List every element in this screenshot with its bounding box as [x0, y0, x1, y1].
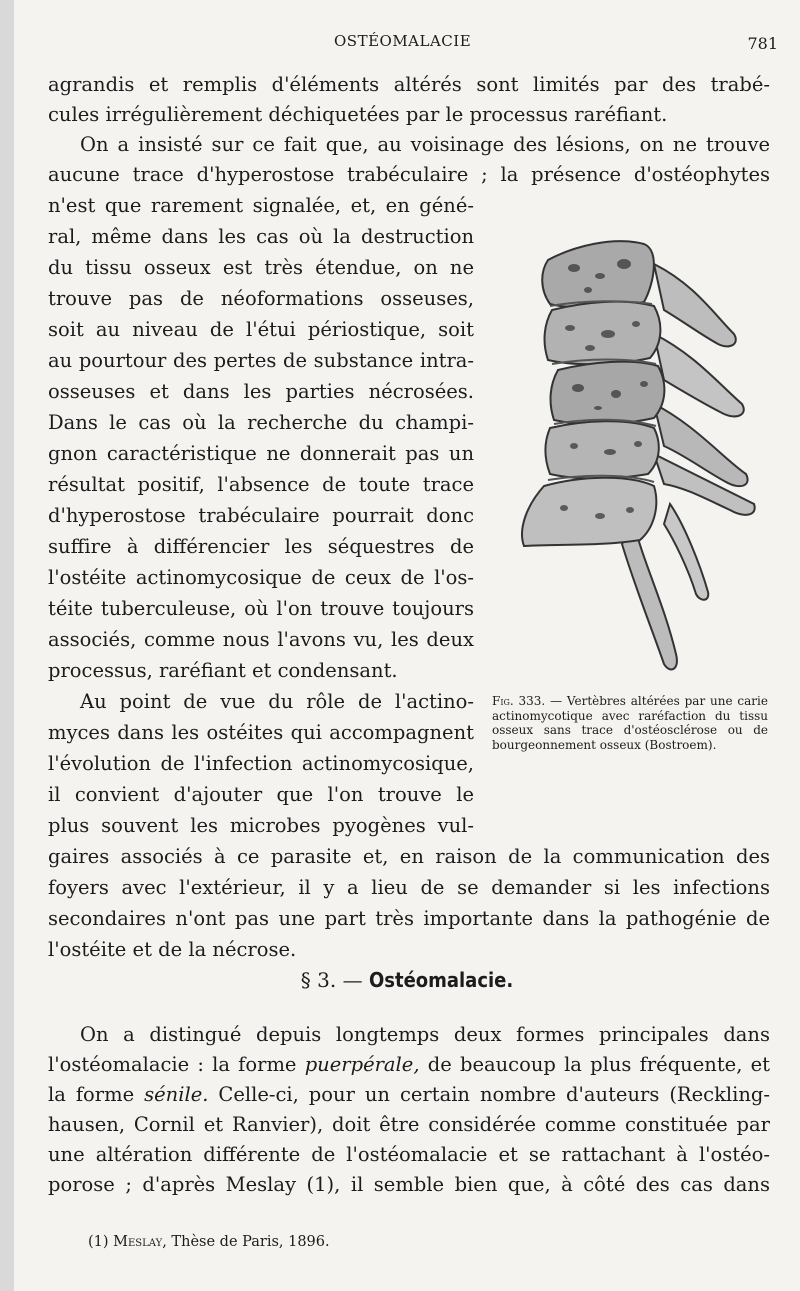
section-heading: [14, 968, 800, 992]
text-line: ral, même dans les cas où la destruction: [48, 225, 474, 248]
text-span: Celle-ci, pour un certain nombre d'auteurs (Reckling-: [208, 1083, 770, 1106]
italic-term: puerpérale,: [304, 1053, 420, 1076]
footnote-mark: (1): [88, 1234, 114, 1250]
figure-label: Fig. 333.: [492, 694, 546, 708]
text-line: trouve pas de néoformations osseuses,: [48, 287, 474, 310]
text-line: d'hyperostose trabéculaire pourrait donc: [48, 504, 474, 527]
text-line: il convient d'ajouter que l'on trouve le: [48, 783, 474, 806]
text-line: agrandis et remplis d'éléments altérés sont limités par des trabé-: [48, 73, 770, 96]
text-line: hausen, Cornil et Ranvier), doit être considérée comme constituée par: [48, 1113, 770, 1136]
text-line: gaires associés à ce parasite et, en raison de la communication des: [48, 845, 770, 868]
section-number: § 3. —: [300, 968, 363, 992]
text-line: du tissu osseux est très étendue, on ne: [48, 256, 474, 279]
footnote: [88, 1234, 330, 1250]
page-header: [14, 32, 800, 56]
text-line: l'ostéite et de la nécrose.: [48, 938, 297, 961]
text-line: porose ; d'après Meslay (1), il semble bien que, à côté des cas dans: [48, 1173, 770, 1196]
text-line: l'ostéite actinomycosique de ceux de l'os-: [48, 566, 474, 589]
text-line: [48, 1080, 770, 1110]
text-line: une altération différente de l'ostéomalacie et se rattachant à l'ostéo-: [48, 1143, 770, 1166]
text-line: Au point de vue du rôle de l'actino-: [80, 690, 474, 713]
caption-text: — Vertèbres altérées par une carie actinomycotique avec raréfaction du tissu osseux sans trace d'ostéosclérose ou de bourgeonnement osseux (Bostroem).: [492, 694, 768, 752]
running-title: OSTÉOMALACIE: [334, 32, 472, 50]
text-line: [48, 1050, 770, 1080]
text-line: gnon caractéristique ne donnerait pas un: [48, 442, 474, 465]
text-line: aucune trace d'hyperostose trabéculaire ; la présence d'ostéophytes: [48, 163, 770, 186]
text-line: plus souvent les microbes pyogènes vul-: [48, 814, 474, 837]
text-line: On a distingué depuis longtemps deux formes principales dans: [80, 1023, 770, 1046]
figure-caption: [492, 694, 768, 752]
text-line: Dans le cas où la recherche du champi-: [48, 411, 474, 434]
text-line: secondaires n'ont pas une part très importante dans la pathogénie de: [48, 907, 770, 930]
text-line: cules irrégulièrement déchiquetées par le processus raréfiant.: [48, 103, 668, 126]
text-line: l'évolution de l'infection actinomycosique,: [48, 752, 474, 775]
section-title: Ostéomalacie.: [368, 968, 514, 992]
text-line: associés, comme nous l'avons vu, les deux: [48, 628, 474, 651]
text-line: osseuses et dans les parties nécrosées.: [48, 380, 474, 403]
text-line: téite tuberculeuse, où l'on trouve toujours: [48, 597, 474, 620]
book-page: [14, 0, 800, 1291]
footnote-text: , Thèse de Paris, 1896.: [162, 1234, 330, 1250]
text-line: n'est que rarement signalée, et, en géné-: [48, 194, 474, 217]
text-line: soit au niveau de l'étui périostique, soit: [48, 318, 474, 341]
text-line: myces dans les ostéites qui accompagnent: [48, 721, 474, 744]
vertebrae-illustration: [504, 224, 756, 680]
text-line: On a insisté sur ce fait que, au voisinage des lésions, on ne trouve: [80, 133, 770, 156]
italic-term: sénile.: [144, 1083, 209, 1106]
text-line: foyers avec l'extérieur, il y a lieu de se demander si les infections: [48, 876, 770, 899]
text-span: de beaucoup la plus fréquente, et: [419, 1053, 770, 1076]
text-line: suffire à différencier les séquestres de: [48, 535, 474, 558]
text-span: la forme: [48, 1083, 145, 1106]
text-line: au pourtour des pertes de substance intra-: [48, 349, 474, 372]
footnote-author: Meslay: [113, 1234, 163, 1250]
page-number: 781: [747, 34, 778, 53]
text-line: résultat positif, l'absence de toute trace: [48, 473, 474, 496]
text-line: processus, raréfiant et condensant.: [48, 659, 398, 682]
text-span: l'ostéomalacie : la forme: [48, 1053, 305, 1076]
